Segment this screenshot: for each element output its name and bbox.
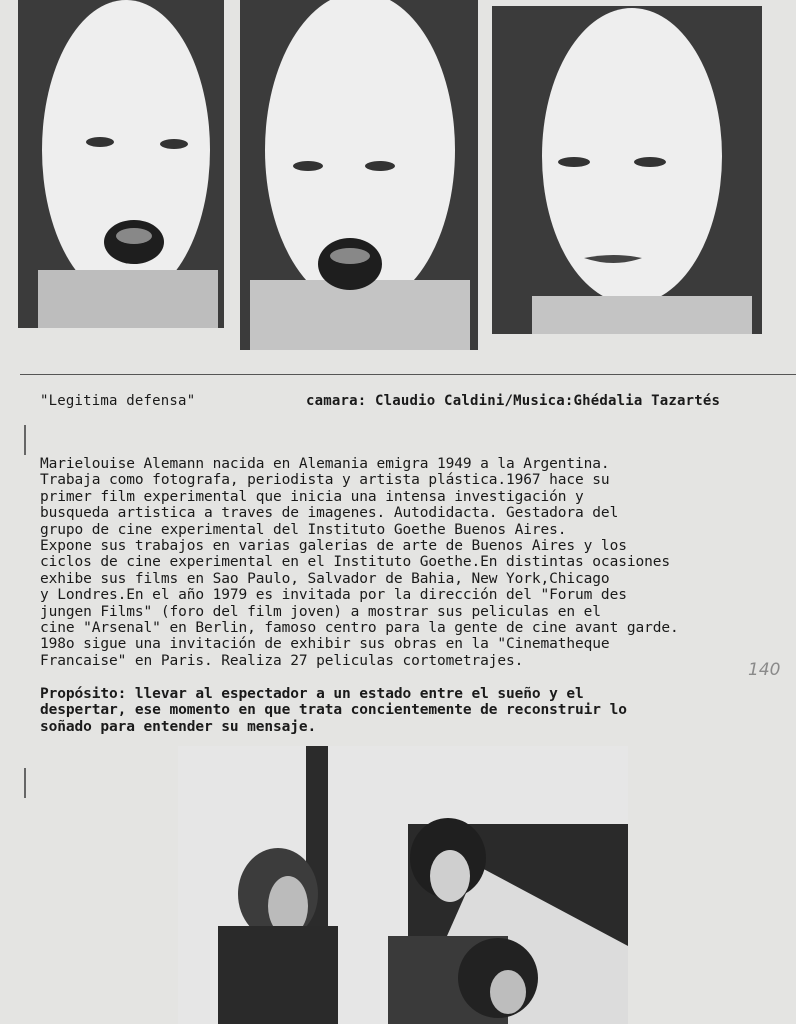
film-credits: camara: Claudio Caldini/Musica:Ghédalia Tazartés — [306, 393, 721, 409]
bio-line: Trabaja como fotografa, periodista y artista plástica.1967 hace su — [40, 472, 610, 489]
bio-line: ciclos de cine experimental en el Instituto Goethe.En distintas ocasiones — [40, 554, 670, 571]
bio-line: jungen Films" (foro del film joven) a mostrar sus peliculas en el — [40, 603, 601, 620]
purpose-line: despertar, ese momento en que trata concientemente de reconstruir lo — [40, 702, 627, 719]
bio-line: cine "Arsenal" en Berlin, famoso centro para la gente de cine avant garde. — [40, 620, 679, 637]
portrait-photo-2 — [240, 0, 478, 350]
bio-line: Expone sus trabajos en varias galerias de arte de Buenos Aires y los — [40, 538, 627, 555]
page-number: 140 — [748, 660, 781, 680]
purpose-line: Propósito: llevar al espectador a un estado entre el sueño y el — [40, 686, 584, 702]
film-title: "Legitima defensa" — [40, 393, 196, 409]
purpose-line: soñado para entender su mensaje. — [40, 718, 317, 735]
margin-mark-1 — [24, 425, 26, 455]
group-photo — [178, 746, 628, 1024]
bio-line: grupo de cine experimental del Instituto Goethe Buenos Aires. — [40, 521, 567, 538]
bio-line: 198o sigue una invitación de exhibir sus obras en la "Cinematheque — [40, 636, 610, 653]
biography-paragraph — [40, 456, 780, 669]
bio-line: y Londres.En el año 1979 es invitada por la dirección del "Forum des — [40, 587, 627, 604]
bio-line: busqueda artistica a traves de imagenes. Autodidacta. Gestadora del — [40, 505, 619, 522]
bio-line: Marielouise Alemann nacida en Alemania emigra 1949 a la Argentina. — [40, 456, 610, 472]
portrait-photo-3 — [492, 6, 762, 334]
margin-mark-2 — [24, 768, 26, 798]
bio-line: Francaise" en Paris. Realiza 27 peliculas cortometrajes. — [40, 652, 524, 669]
bio-line: primer film experimental que inicia una intensa investigación y — [40, 488, 584, 505]
divider-line — [20, 374, 796, 375]
portrait-photo-1 — [18, 0, 224, 328]
purpose-paragraph — [40, 686, 780, 735]
bio-line: exhibe sus films en Sao Paulo, Salvador de Bahia, New York,Chicago — [40, 570, 610, 587]
